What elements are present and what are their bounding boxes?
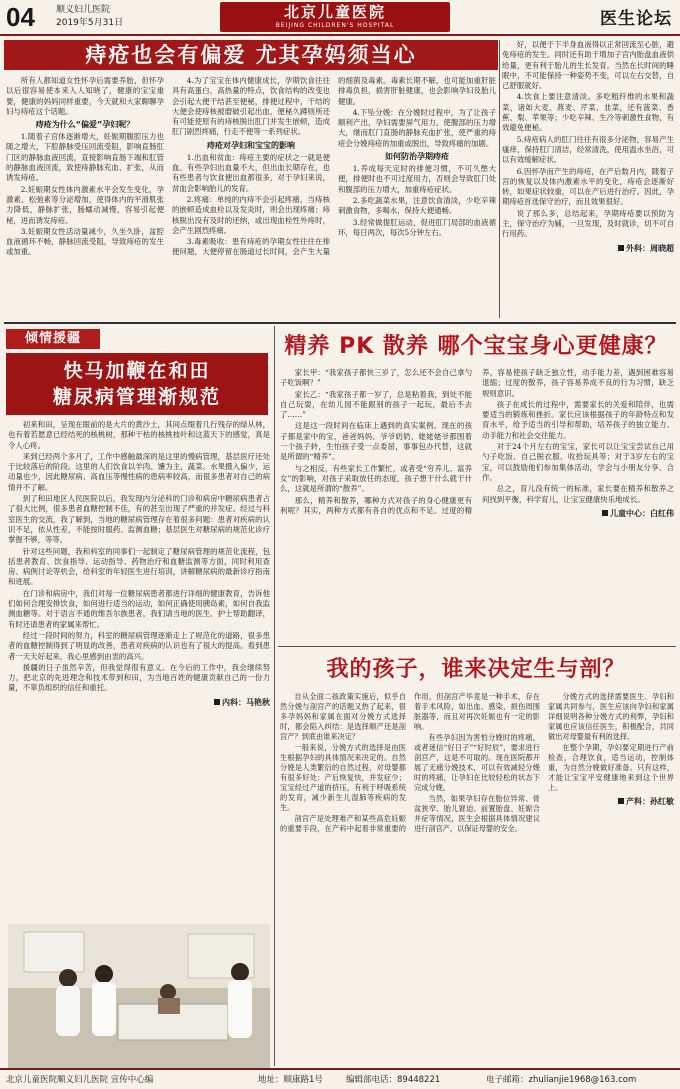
- article2-body: [8, 420, 270, 920]
- article1-paragraph: 1.随着子宫体逐渐增大，妊娠期腹腔压力也随之增大，下腔静脉受压回流受阻，影响直肠肛门区的静脉血液回流，直接影响直肠下端和肛管的静脉血液回流，致使痔静脉充血、扩张，从而诱发痔疮。: [6, 132, 164, 183]
- footer-email: 电子邮箱：zhulianjie1968@163.com: [486, 1075, 637, 1085]
- article1-paragraph: 好，以便于下半身血液得以正常回流至心脏，避免痔疮的发生。同时还有助于增加子宫内胎盘血液供给量，更有利于胎儿的生长发育。当然在长时间的睡眠中，不可能保持一种姿势不变，可以左右交替，自己舒服就好。: [502, 40, 674, 91]
- article4-paragraph: 分娩方式的选择需要医生、孕妇和家属共同参与，医生应该向孕妇和家属详细说明各种分娩方式的利弊，孕妇和家属也应该信任医生，积极配合，共同做出对母婴最有利的选择。: [548, 692, 674, 741]
- article1-paragraph: 4.下坠分娩：在分娩时过程中，为了让孩子顺利产出，孕妇需要屏气用力，使腹部的压力增大，继而肛门直肠的静脉充血扩张，使严重的痔疮会分娩痔疮的加重或脱出，导致疼痛的加剧。: [338, 107, 496, 148]
- article4-paragraph: 自从全面二孩政策实施后，似乎自然分娩与剖宫产的话题又热了起来，很多孕妈妈和家属在面对分娩方式选择时，都会陷入纠结：是选择顺产还是剖宫产？到底由谁来决定？: [280, 692, 406, 741]
- byline-square-icon: [618, 798, 624, 804]
- article2-paragraph: 到了和田地区人民医院以后，我发现内分泌科的门诊和病房中糖尿病患者占了很大比例，很多患者血糖控制不佳，有的甚至出现了严重的并发症。经过与科室医生的交流，我了解到，当地的糖尿病管理存在着很多问题：患者对疾病的认识不足，依从性差，不能按时服药、监测血糖；基层医生对糖尿病的规范化诊疗掌握不够，等等。: [8, 494, 270, 545]
- issue-info: [56, 4, 123, 30]
- article1-paragraph: 5.痔疮病人的肛门往往有很多分泌物，容易产生瘙痒，保持肛门清洁，经常清洗，使用温水坐浴，可以有效缓解症状。: [502, 134, 674, 165]
- section-divider: [278, 646, 676, 647]
- article3-paragraph: 这是这一段时间在临床上遇到的真实案例。现在的孩子都是家中的宝，爸爸妈妈、爷爷奶奶、姥姥姥爷都围着一个孩子转，生怕孩子受一点委屈，事事包办代替，这就是所谓的“精养”。: [280, 421, 472, 462]
- article1-paragraph: 2.疼痛：单纯的内痔不会引起疼痛，当痔核的嵌顿造成血栓以及发炎时，则会出现疼痛；痔核脱出没有及时的还纳，或出现血栓性外痔时，会产生剧烈疼痛。: [172, 194, 330, 235]
- article2-paragraph: 来到已经两个多月了，工作中感触最深的是这里的慢病管理，基层医疗还处于比较落后的阶段。这里的人们饮食以羊肉、馕为主，蔬菜、水果摄入偏少，运动量也少，因此糖尿病、高血压等慢性病的患病率较高，而很多患者对自己的病情并不了解。: [8, 451, 270, 492]
- article4-paragraph: 在整个孕期，孕妇要定期进行产前检查，合理饮食，适当运动，控制体重，为自然分娩做好准备。只有这样，才能让宝宝平安健康地来到这个世界上。: [548, 743, 674, 792]
- article1-subhead: 痔疮为什么“偏爱”孕妇呢？: [35, 120, 135, 130]
- article1-byline: 外科：周晓超: [502, 243, 674, 255]
- article1-paragraph: 4.饮食上要注意清淡。多吃粗纤维的水果和蔬菜，诸如大麦、燕麦、芹菜、韭菜，还有菠菜、香蕉、梨、苹果等；少吃辛辣、生冷等刺激性食物，有效避免便秘。: [502, 92, 674, 133]
- article4-byline: 产科：孙红敏: [548, 796, 674, 808]
- article2-paragraph: 初来和田，呈现在眼前的是大片的黄沙土，其间点缀着几行残存的绿从林，也有着若愿意已经结死的核桃树，那种干枯的核桃枝叶和这蓝天下的感觉，真是令人心疼。: [8, 420, 270, 450]
- article4-title: 我的孩子，谁来决定生与剖？: [326, 657, 626, 682]
- article4-paragraph: 一般来说，分娩方式的选择是由医生根据孕妇的具体情况来决定的。自然分娩是人类繁衍的自然过程，对母婴都有很多好处：产后恢复快，并发症少；宝宝经过产道的挤压，有利于呼吸系统的发育，减少新生儿湿肺等疾病的发生。: [280, 743, 406, 812]
- article1-paragraph: 3.经常做提肛运动，促进肛门局部的血液循环，每日两次，每次5分钟左右。: [338, 217, 496, 237]
- article4-paragraph: 有些孕妇因为害怕分娩时的疼痛，或者迷信“好日子”“好时辰”，要求进行剖宫产，这是不可取的。现在医院都开展了无痛分娩技术，可以有效减轻分娩时的疼痛，让孕妇在比较轻松的状态下完成分娩。: [414, 733, 540, 792]
- article1-paragraph: 所有人都知道女性怀孕后需要养胎，但怀孕以后很容易使本来人人知晓了，健康的宝宝重要，健康的妈妈同样重要，今天就和大家聊聊孕妇与痔疮这个话题。: [6, 76, 164, 116]
- footer-organizer: 北京儿童医院顺义妇儿医院 宣传中心编: [6, 1075, 154, 1085]
- article2-title-line1: 快马加鞭在和田: [63, 360, 211, 382]
- article1-continuation: [502, 40, 674, 316]
- footer-phone: 编辑部电话：89448221: [346, 1075, 441, 1085]
- article1-paragraph: 2.多吃蔬菜水果，注意饮食清淡，少吃辛辣刺激食物，多喝水，保持大便通畅。: [338, 195, 496, 216]
- section-title: 医生论坛: [600, 9, 672, 29]
- hospital-room-photo: [8, 924, 270, 1068]
- article2-paragraph: 针对这些问题，我和科室的同事们一起制定了糖尿病管理的规范化流程，包括患者教育、饮食指导、运动指导、药物治疗和血糖监测等方面，同时利用查房、病例讨论等机会，给科室的年轻医生进行培训，讲解糖尿病的最新诊疗指南和进展。: [8, 546, 270, 587]
- article3-paragraph: 那么，精养和散养，哪种方式对孩子的身心健康更有利呢？其实，两种方式都有各自的优点和不足。过度的精养，容易使孩子缺乏独立性，动手能力差，遇到困难容易退缩；过度的散养，孩子容易养成不良的行为习惯，缺乏规则意识。: [280, 368, 674, 515]
- hospital-logo: [220, 2, 450, 32]
- logo-english: BEIJING CHILDREN'S HOSPITAL: [275, 22, 395, 29]
- article1-paragraph: 3.毒素吸收：患有痔疮的孕期女性往往在排便问题，大便停留在肠道过长时间，会产生大量的细菌及毒素。毒素长期不解，也可能加重肝脏排毒负担，损害肝脏健康，也会影响孕妇及胎儿健康。: [172, 76, 496, 257]
- article4-paragraph: 当然，如果孕妇存在胎位异常、骨盆狭窄、胎儿窘迫、前置胎盘、妊娠合并症等情况，医生会根据具体情况建议进行剖宫产，以保证母婴的安全。: [414, 794, 540, 833]
- byline-square-icon: [618, 245, 624, 251]
- paper-name: 顺义妇儿医院: [56, 5, 111, 15]
- byline-square-icon: [214, 699, 220, 705]
- article2-paragraph: 援疆的日子虽然辛苦，但我觉得很有意义。在今后的工作中，我会继续努力，把北京的先进理念和技术带到和田，为当地百姓的健康贡献自己的一份力量，不辜负组织的信任和重托。: [8, 662, 270, 693]
- section-divider: [4, 322, 676, 324]
- article4-paragraph: 剖宫产是处理难产和某些高危妊娠的重要手段，在产科中起着非常重要的作用，但剖宫产毕竟是一种手术，存在着手术风险，如出血、感染、损伤周围脏器等，而且对再次妊娠也有一定的影响。: [280, 692, 540, 833]
- article2-byline: 内科：马艳秋: [8, 697, 270, 709]
- column-divider: [499, 40, 500, 318]
- article1-paragraph: 4.为了宝宝在体内健康成长，孕期饮食往往具有高蛋白、高热量的特点，饮食结构的改变也会引起大便干结甚至便秘，排便过程中，干结的大便会使痔核被磨破引起出血，便秘久蹲则所还有可能使原有的痔核脱出肛门并发生嵌顿，造成肛门剧烈疼痛，行走不便等一系列症状。: [172, 76, 330, 137]
- article3-paragraph: 与之相反，有些家长工作繁忙，或者受“穷养儿、富养女”的影响，对孩子采取放任的态度，孩子想干什么就干什么，这就是所谓的“散养”。: [280, 463, 472, 494]
- page-footer: [0, 1068, 680, 1088]
- article3-byline: 儿童中心：白红伟: [482, 508, 674, 520]
- column-divider: [274, 326, 275, 1066]
- article3-paragraph: 总之，育儿没有统一的标准，家长要在精养和散养之间找到平衡，科学育儿，让宝宝健康快乐地成长。: [482, 484, 674, 504]
- page-number: 04: [6, 2, 35, 32]
- article2-title-box: [6, 353, 268, 415]
- logo-chinese: 北京儿童医院: [283, 3, 386, 21]
- article3-paragraph: 孩子在成长的过程中，需要家长的关爱和陪伴，也需要适当的锻炼和挫折。家长应该根据孩子的年龄特点和发育水平，给予适当的引导和帮助，培养孩子的独立能力、动手能力和社会交往能力。: [482, 399, 674, 440]
- article3-body: [280, 368, 674, 640]
- column-tag: 倾情援疆: [6, 329, 100, 349]
- article1-paragraph: 1.养成每天定时的排便习惯，不可久憋大便，排便时也不可过度用力，否则会导致肛门处和腹部的压力增大，加重痔疮症状。: [338, 164, 496, 194]
- article1-title: 痔疮也会有偏爱 尤其孕妈须当心: [85, 43, 417, 67]
- article1-subhead: 痔疮对孕妇和宝宝的影响: [207, 140, 295, 150]
- article1-body: [6, 76, 496, 316]
- article1-paragraph: 6.因怀孕而产生的痔疮，在产后数月内，随着子宫的恢复以及体内激素水平的变化，痔疮会逐渐好转，如果症状较重，可以在产后进行治疗。因此，孕期痔疮首选保守治疗，而且效果很好。: [502, 166, 674, 207]
- article1-subhead: 如何防治孕期痔疮: [385, 152, 449, 162]
- article1-paragraph: 3.妊娠期女性活动量减少，久坐久卧，盆腔血液循环不畅，静脉回流受阻，导致痔疮的发生或加重。: [6, 226, 164, 257]
- article3-title: 精养 PK 散养 哪个宝宝身心更健康？: [284, 334, 668, 359]
- footer-address: 地址：顺康路1号: [258, 1075, 323, 1085]
- byline-square-icon: [602, 510, 608, 516]
- article3-paragraph: 家长甲：“我家孩子都快三岁了，怎么还不会自己拿勺子吃饭啊？”: [280, 368, 472, 388]
- photo-illustration: [8, 924, 270, 1068]
- article3-paragraph: 对于24个月左右的宝宝，家长可以让宝宝尝试自己用勺子吃饭、自己脱衣服、收拾玩具等；对于3岁左右的宝宝，可以鼓励他们参加集体活动，学会与小朋友分享、合作。: [482, 442, 674, 482]
- issue-date: 2019年5月31日: [56, 18, 124, 28]
- article3-paragraph: 家长乙：“我家孩子都一岁了，总是粘着我，到处不能自己玩耍，在幼儿园不能跟别的孩子一起玩，最后不去了……”: [280, 389, 472, 420]
- article1-paragraph: 2.妊娠期女性体内激素水平会发生变化，孕激素、松弛素等分泌增加，使得体内的平滑肌张力降低，静脉扩张，肠蠕动减慢，容易引起便秘，进而诱发痔疮。: [6, 184, 164, 225]
- article4-body: [280, 692, 674, 1064]
- article2-title-line2: 糖尿病管理渐规范: [52, 386, 221, 408]
- article1-title-bar: [4, 40, 498, 70]
- article1-paragraph: 1.出血和贫血：痔疮主要的症状之一就是便血。有些孕妇出血量不大，但出血长期存在，也有些患者与饮食便出血都很多，对于孕妇来说，贫血会影响胎儿的发育。: [172, 152, 330, 193]
- article2-paragraph: 在门诊和病房中，我们对每一位糖尿病患者都进行详细的健康教育，告诉他们如何合理安排饮食，如何进行适当的运动，如何正确使用胰岛素，如何自我监测血糖等。对于语言不通的维吾尔族患者，我们请当地的医生、护士帮助翻译，有时还请患者的家属来帮忙。: [8, 588, 270, 629]
- article1-paragraph: 说了那么多，总结起来，孕期痔疮要以预防为主，保守治疗为辅，一旦发现，及时就诊，切不可自行用药。: [502, 208, 674, 239]
- article2-paragraph: 经过一段时间的努力，科室的糖尿病管理逐渐走上了规范化的道路，很多患者的血糖控制得到了明显的改善，患者对疾病的认识也有了很大的提高。看到患者一天天好起来，我心里感到由衷的高兴。: [8, 630, 270, 661]
- masthead: [0, 0, 680, 36]
